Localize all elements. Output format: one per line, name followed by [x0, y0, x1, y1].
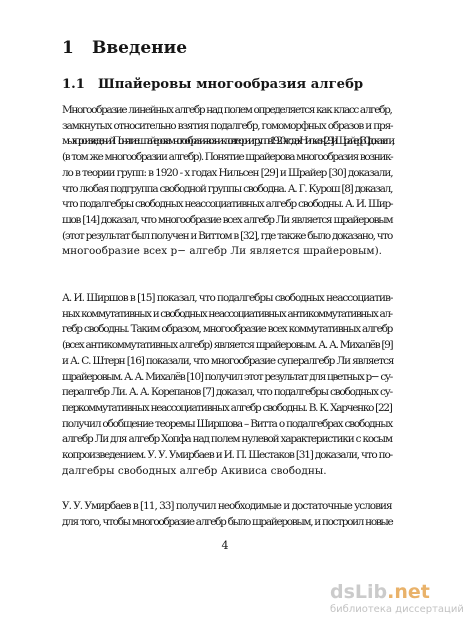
- section-heading: [62, 38, 187, 58]
- paragraph-line: пералгебр Ли. А. А. Корепанов [7] доказал, что подалгебры свободных су-: [62, 386, 393, 399]
- paragraph-line: что подалгебры свободных неассоциативных алгебр свободны. А. И. Шир-: [62, 198, 393, 211]
- subsection-number: 1.1: [62, 77, 85, 92]
- paragraph-line: и А. С. Штерн [16] показали, что многообразие супералгебр Ли является: [62, 354, 394, 367]
- paragraph-line: (этот результат был получен и Виттом в [32], где также было доказано, что: [62, 229, 393, 242]
- dslib-logo-suffix: .net: [387, 581, 430, 603]
- paragraph-2: [62, 291, 392, 480]
- dslib-logo: [330, 582, 446, 602]
- paragraph-line: что любая подгруппа свободной группы свободна. А. Г. Курош [8] доказал,: [62, 182, 393, 195]
- paragraph-line: многообразие всех p− алгебр Ли является шрайеровым).: [62, 245, 383, 258]
- paragraph-1: [62, 103, 392, 260]
- dslib-logo-main: dsLib: [330, 581, 388, 603]
- paragraph-line: ных коммутативных и свободных неассоциативных антикоммутативных ал-: [62, 307, 392, 320]
- section-title: Введение: [92, 38, 188, 58]
- paragraph-line: гебр свободны. Таким образом, многообразие всех коммутативных алгебр: [62, 323, 393, 336]
- section-number: 1: [62, 38, 74, 58]
- paragraph-line: А. И. Ширшов в [15] показал, что подалгебры свободных неассоциатив-: [62, 292, 393, 304]
- paragraph-line: получил обобщение теоремы Ширшова – Витта о подалгебрах свободных: [62, 417, 393, 430]
- paragraph-line: (в том же многообразии алгебр). Понятие шрайерова многообразия возник-: [62, 151, 393, 164]
- paragraph-line: мых произведений. Понятие шпайерова многообразия возникло в теории групп: в 1920 - х годах Нильсен [29] и Шрайер [30] доказали,: [62, 135, 392, 148]
- paragraph-line: алгебр Ли для алгебр Хопфа над полем нулевой характеристики с косым: [62, 433, 392, 446]
- paragraph-line: шрайеровым. А. А. Михалёв [10] получил этот результат для цветных p− су-: [62, 370, 392, 383]
- subsection-heading: [62, 77, 363, 92]
- paragraph-line: копроизведением. У. У. Умирбаев и И. П. Шестаков [31] доказали, что по-: [62, 449, 392, 462]
- subsection-title: Шпайеровы многообразия алгебр: [98, 77, 364, 92]
- paragraph-line: перкоммутативных неассоциативных алгебр свободны. В. К. Харченко [22]: [62, 402, 392, 415]
- paragraph-line: далгебры свободных алгебр Акивиса свободны.: [62, 464, 327, 477]
- dslib-watermark: [330, 581, 464, 616]
- dslib-subtitle: библиотека диссертаций: [330, 604, 464, 615]
- paragraph-line: ло в теории групп: в 1920 - х годах Нильсен [29] и Шрайер [30] доказали,: [62, 166, 393, 179]
- paragraph-3: [62, 499, 392, 530]
- paragraph-line: шов [14] доказал, что многообразие всех алгебр Ли является шрайеровым: [62, 214, 393, 227]
- paragraph-line: У. У. Умирбаев в [11, 33] получил необходимые и достаточные условия: [62, 500, 392, 512]
- paragraph-line: Многообразие линейных алгебр над полем определяется как класс алгебр,: [62, 104, 392, 116]
- paragraph-line: (всех антикоммутативных алгебр) является шрайеровым. А. А. Михалёв [9]: [62, 339, 393, 352]
- paragraph-line: для того, чтобы многообразие алгебр было шрайеровым, и построил новые: [62, 515, 393, 528]
- page-number: 4: [221, 539, 229, 552]
- paragraph-line: замкнутых относительно взятия подалгебр, гомоморфных образов и пря-: [62, 119, 393, 132]
